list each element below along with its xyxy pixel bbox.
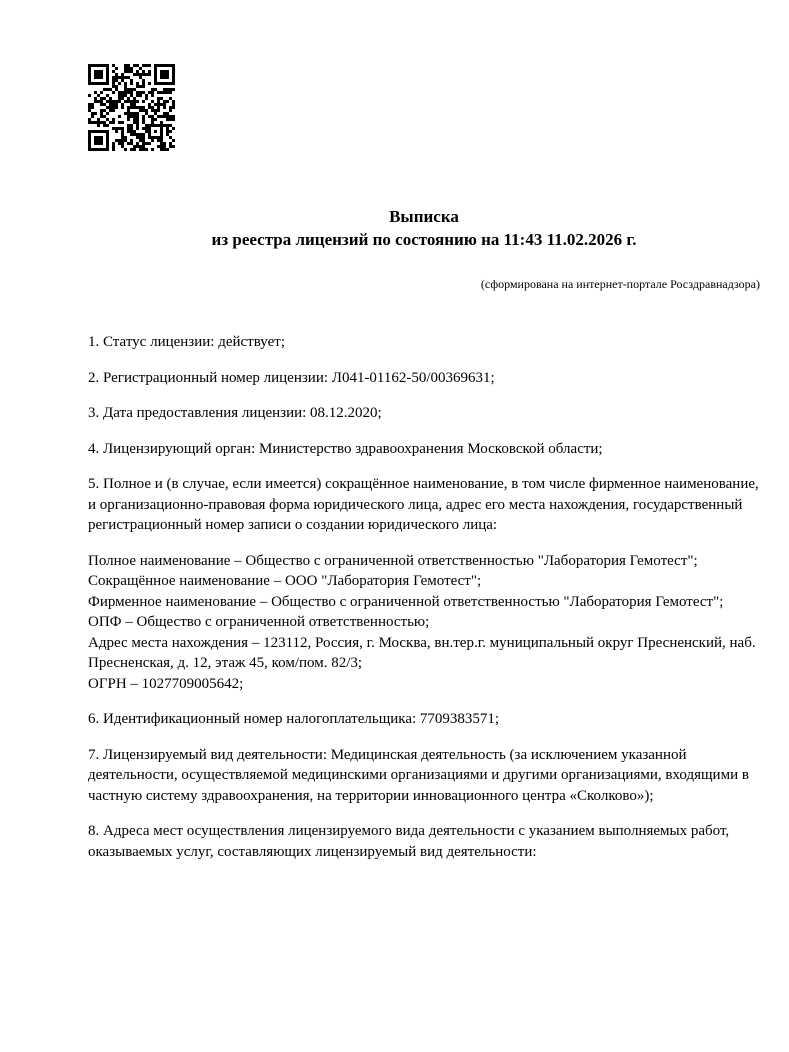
paragraph-licensed-activity: 7. Лицензируемый вид деятельности: Медицинская деятельность (за исключением указанной деятельности, осуществляемой медицинскими организациями и другими организациями, входящими в частную систему здравоохранения, на территории инновационного центра «Сколково»); [88, 746, 749, 804]
paragraph-entity-intro: 5. Полное и (в случае, если имеется) сокращённое наименование, в том числе фирменное наименование, и организационно-правовая форма юридического лица, адрес его места нахождения, государственный регистрационный номер записи о создании юридического лица: [88, 476, 759, 533]
document-content [88, 205, 760, 877]
title-line-2: из реестра лицензий по состоянию на 11:43 11.02.2026 г. [211, 230, 637, 249]
qr-code-icon [88, 64, 175, 151]
paragraph-grant-date: 3. Дата предоставления лицензии: 08.12.2020; [88, 405, 382, 421]
paragraph-license-status: 1. Статус лицензии: действует; [88, 334, 285, 350]
formation-note: (сформирована на интернет-портале Росздравнадзора) [480, 277, 760, 291]
paragraphs [88, 332, 760, 862]
document-title [88, 205, 760, 251]
paragraph-inn: 6. Идентификационный номер налогоплательщика: 7709383571; [88, 711, 500, 727]
entity-address: Адрес места нахождения – 123112, Россия, г. Москва, вн.тер.г. муниципальный округ Пресненский, наб. Пресненская, д. 12, этаж 45, ком/пом. 82/3; [88, 634, 756, 671]
paragraph-licensing-authority: 4. Лицензирующий орган: Министерство здравоохранения Московской области; [88, 440, 603, 457]
paragraph-registration-number: 2. Регистрационный номер лицензии: Л041-01162-50/00369631; [88, 369, 495, 386]
entity-brand-name: Фирменное наименование – Общество с ограниченной ответственностью "Лаборатория Гемотест"; [88, 593, 724, 610]
paragraph-addresses-intro: 8. Адреса мест осуществления лицензируемого вида деятельности с указанием выполняемых работ, оказываемых услуг, составляющих лицензируемый вид деятельности: [88, 823, 730, 860]
entity-full-name: Полное наименование – Общество с ограниченной ответственностью "Лаборатория Гемотест"; [88, 552, 698, 569]
title-line-1: Выписка [389, 207, 459, 226]
entity-opf: ОПФ – Общество с ограниченной ответственностью; [88, 614, 430, 630]
entity-short-name: Сокращённое наименование – ООО "Лаборатория Гемотест"; [88, 573, 482, 589]
entity-ogrn: ОГРН – 1027709005642; [88, 675, 244, 692]
